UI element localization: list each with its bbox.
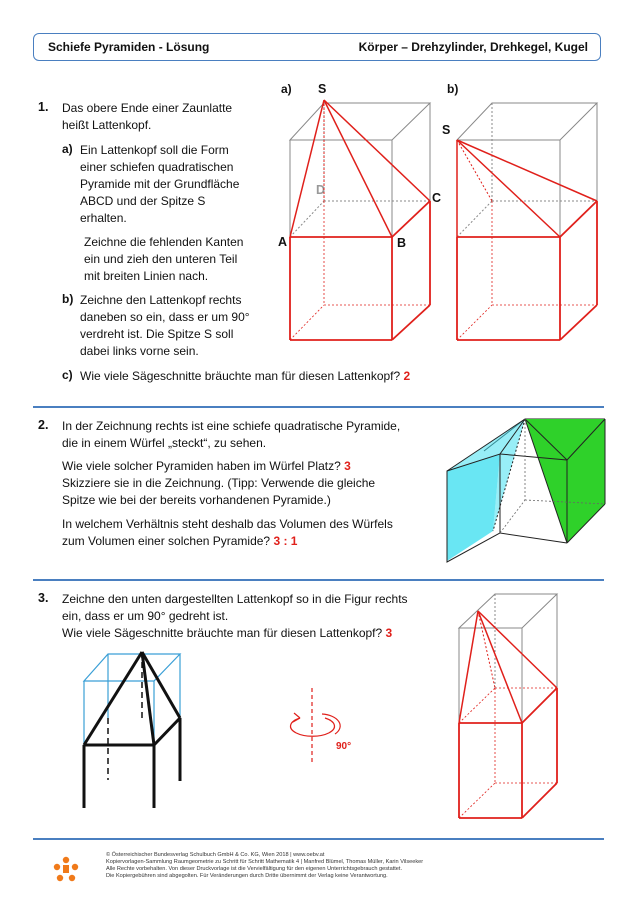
task1c-answer: 2 xyxy=(403,369,411,383)
task1b-label: b) xyxy=(62,292,74,306)
task3-text: Zeichne den unten dargestellten Lattenkopf so in die Figur rechts ein, dass er um 90° gedreht ist. Wie viele Sägeschnitte bräuchte man für diesen Lattenkopf? 3 xyxy=(62,592,408,640)
rotation-icon xyxy=(291,688,341,762)
task2-answer2: 3 : 1 xyxy=(273,534,298,548)
task2-text: In der Zeichnung rechts ist eine schiefe quadratische Pyramide, die in einem Würfel „steckt“, zu sehen. xyxy=(62,419,401,450)
task1b-text: Zeichne den Lattenkopf rechts daneben so ein, dass er um 90° verdreht ist. Die Spitze S soll dabei links vorne sein. xyxy=(80,293,250,358)
task2-number: 2. xyxy=(38,418,49,432)
task1-intro: Das obere Ende einer Zaunlatte heißt Lattenkopf. xyxy=(62,101,233,132)
task1a-text: Ein Lattenkopf soll die Form einer schiefen quadratischen Pyramide mit der Grundfläche ABCD und der Spitze S erhalten. xyxy=(80,143,240,225)
task3-answer: 3 xyxy=(385,626,393,640)
rotation-label: 90° xyxy=(336,741,352,752)
vertex-b-label: B xyxy=(397,236,407,250)
vertex-d-label: D xyxy=(316,183,326,197)
footer-copyright: © Österreichischer Bundesverlag Schulbuch GmbH & Co. KG, Wien 2018 | www.oebv.at Kopiervorlagen-Sammlung Raumgeometrie zu Schritt für Schritt Mathematik 4 | Manfred Blümel, Thomas Müller, Karin Vilseeker Alle Rechte vorbehalten. Von dieser Druckvorlage ist die Vervielfältigung für den eigenen Unterrichtsgebrauch gestattet. Die Kopiergebühren sind abgegolten. Für Veränderungen durch Dritte übernimmt der Verlag keine Verantwortung. xyxy=(106,852,424,879)
task1-number: 1. xyxy=(38,100,49,114)
task1c-label: c) xyxy=(62,368,73,382)
worksheet-title: Schiefe Pyramiden - Lösung xyxy=(48,40,210,54)
vertex-s-label: S xyxy=(318,82,327,96)
oebv-logo-icon xyxy=(52,855,80,883)
figure-b-label: b) xyxy=(447,82,459,96)
vertex-s2-label: S xyxy=(442,123,451,137)
vertex-a-label: A xyxy=(278,235,288,249)
task3-number: 3. xyxy=(38,591,49,605)
task1a-instruction: Zeichne die fehlenden Kanten ein und zieh den unteren Teil mit breiten Linien nach. xyxy=(84,235,244,283)
worksheet-topic: Körper – Drehzylinder, Drehkegel, Kugel xyxy=(358,40,588,54)
vertex-c-label: C xyxy=(432,191,442,205)
task1a-label: a) xyxy=(62,142,73,156)
task2-question2: In welchem Verhältnis steht deshalb das Volumen des Würfels zum Volumen einer solchen Pyramide? 3 : 1 xyxy=(62,517,393,548)
task1c-question: Wie viele Sägeschnitte bräuchte man für diesen Lattenkopf? 2 xyxy=(80,369,411,383)
task2-answer1: 3 xyxy=(344,459,351,473)
section-divider-3 xyxy=(33,838,604,840)
task2-question1: Wie viele solcher Pyramiden haben im Würfel Platz? 3 Skizziere sie in die Zeichnung. (Tipp: Verwende die gleiche Spitze wie bei der bereits vorhandenen Pyramide.) xyxy=(62,459,376,507)
figure-a-label: a) xyxy=(281,82,292,96)
